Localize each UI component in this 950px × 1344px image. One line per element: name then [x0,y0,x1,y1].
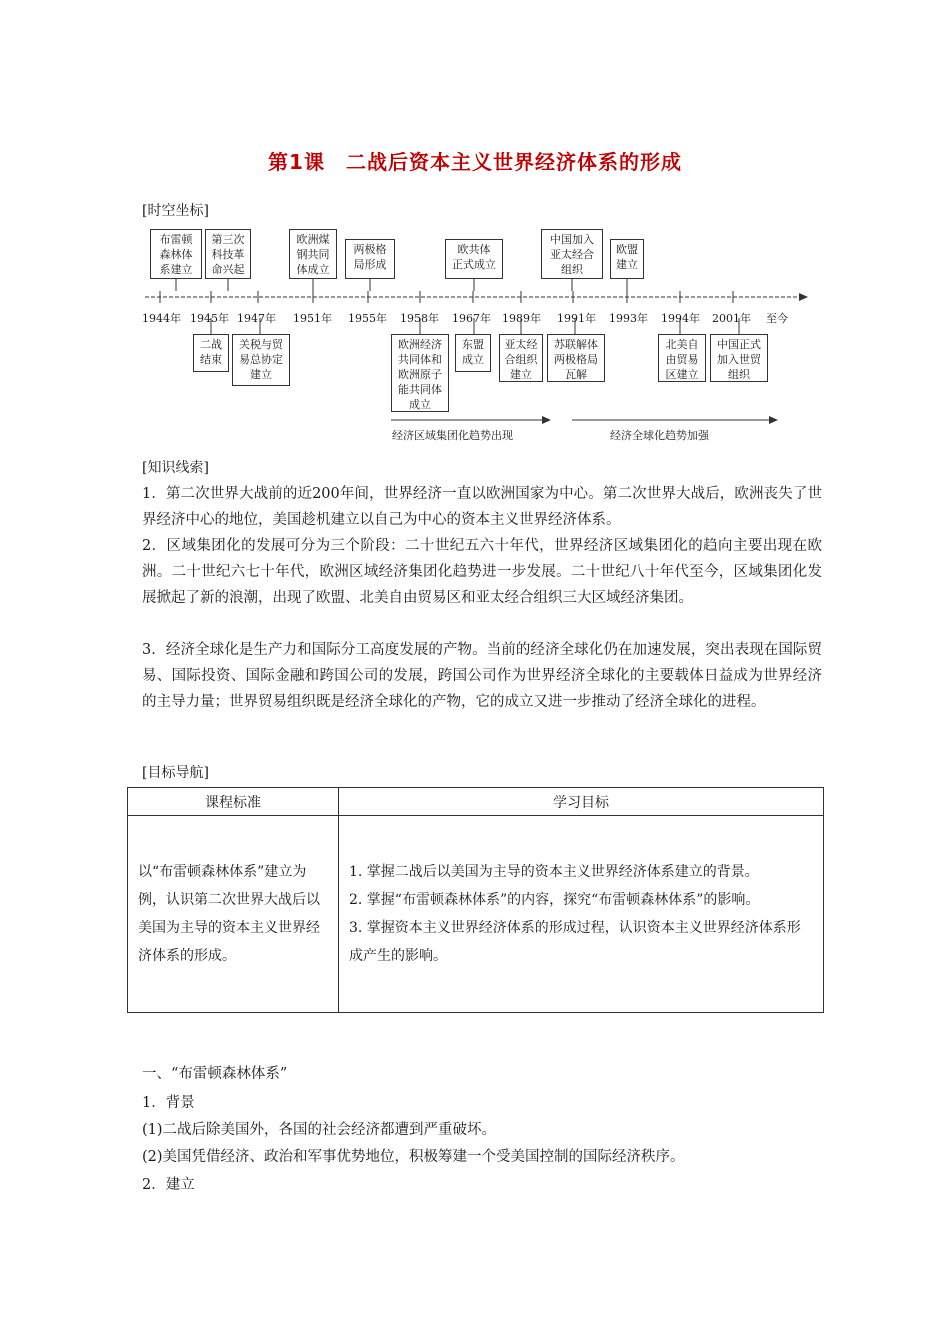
goals-objectives-cell [339,816,824,1013]
timeline-event-upper: 中国加入 亚太经合 组织 [541,229,603,279]
objective-item: 2. 掌握“布雷顿森林体系”的内容，探究“布雷顿森林体系”的影响。 [349,892,760,908]
section-label-goals: [目标导航] [142,765,209,781]
page-title: 第1课 二战后资本主义世界经济体系的形成 [268,150,682,174]
background-item: (1)二战后除美国外，各国的社会经济都遭到严重破坏。 [142,1122,497,1138]
timeline-event-upper: 第三次 科技革 命兴起 [205,229,251,279]
trend-label-regional: 经济区域集团化趋势出现 [392,429,513,442]
timeline-event-lower: 关税与贸 易总协定 建立 [232,334,290,386]
section-heading: 一、“布雷顿森林体系” [142,1066,288,1082]
timeline-event-upper: 欧盟 建立 [610,239,644,279]
timeline-year: 1993年 [609,312,648,325]
knowledge-point: 2．区域集团化的发展可分为三个阶段：二十世纪五六十年代，世界经济区域集团化的趋向主要出现在欧洲。二十世纪六七十年代，欧洲区域经济集团化趋势进一步发展。二十世纪八十年代至今，区域集团化发展掀起了新的浪潮，出现了欧盟、北美自由贸易区和亚太经合组织三大区域经济集团。 [142,538,822,606]
timeline-year: 2001年 [712,312,751,325]
timeline-axis [0,0,950,450]
timeline-year: 1967年 [452,312,491,325]
objective-item: 3. 掌握资本主义世界经济体系的形成过程，认识资本主义世界经济体系形成产生的影响。 [349,920,801,964]
section-label-timeline: [时空坐标] [142,203,209,219]
timeline-event-upper: 布雷顿 森林体 系建立 [150,229,202,279]
timeline-event-upper: 欧共体 正式成立 [445,239,503,279]
timeline-event-upper: 欧洲煤 钢共同 体成立 [289,229,337,279]
objective-item: 1. 掌握二战后以美国为主导的资本主义世界经济体系建立的背景。 [349,864,759,880]
timeline-event-lower: 欧洲经济 共同体和 欧洲原子 能共同体 成立 [391,334,449,412]
timeline-year: 1947年 [237,312,276,325]
goals-header-objectives: 学习目标 [339,788,824,816]
knowledge-point: 3．经济全球化是生产力和国际分工高度发展的产物。当前的经济全球化仍在加速发展，突出表现在国际贸易、国际投资、国际金融和跨国公司的发展，跨国公司作为世界经济全球化的主要载体日益成为世界经济的主导力量；世界贸易组织既是经济全球化的产物，它的成立又进一步推动了经济全球化的进程。 [142,642,822,710]
timeline-year: 1944年 [142,312,181,325]
timeline-event-lower: 东盟 成立 [455,334,491,372]
knowledge-point: 1．第二次世界大战前的近200年间，世界经济一直以欧洲国家为中心。第二次世界大战后，欧洲丧失了世界经济中心的地位，美国趁机建立以自己为中心的资本主义世界经济体系。 [142,486,822,528]
section-label-knowledge: [知识线索] [142,460,209,476]
timeline-event-upper: 两极格 局形成 [345,239,395,279]
timeline-event-lower: 亚太经 合组织 建立 [499,334,543,382]
goals-table [127,787,824,1013]
trend-label-global: 经济全球化趋势加强 [610,429,709,442]
timeline-year: 至今 [766,312,788,325]
goals-header-standard: 课程标准 [128,788,339,816]
timeline-year: 1945年 [190,312,229,325]
timeline-year: 1955年 [348,312,387,325]
background-item: (2)美国凭借经济、政治和军事优势地位，积极筹建一个受美国控制的国际经济秩序。 [142,1149,685,1165]
timeline-year: 1991年 [557,312,596,325]
goals-standard-cell: 以“布雷顿森林体系”建立为例，认识第二次世界大战后以美国为主导的资本主义世界经济体系的形成。 [128,816,339,1013]
timeline-year: 1958年 [400,312,439,325]
timeline-year: 1989年 [502,312,541,325]
timeline-year: 1951年 [293,312,332,325]
subsection-heading: 1．背景 [142,1095,195,1111]
subsection-heading: 2．建立 [142,1177,195,1193]
timeline-event-lower: 二战 结束 [193,334,229,372]
timeline-event-lower: 中国正式 加入世贸 组织 [710,334,768,382]
timeline-year: 1994年 [661,312,700,325]
timeline-event-lower: 苏联解体 两极格局 瓦解 [547,334,605,382]
timeline-event-lower: 北美自 由贸易 区建立 [658,334,706,382]
